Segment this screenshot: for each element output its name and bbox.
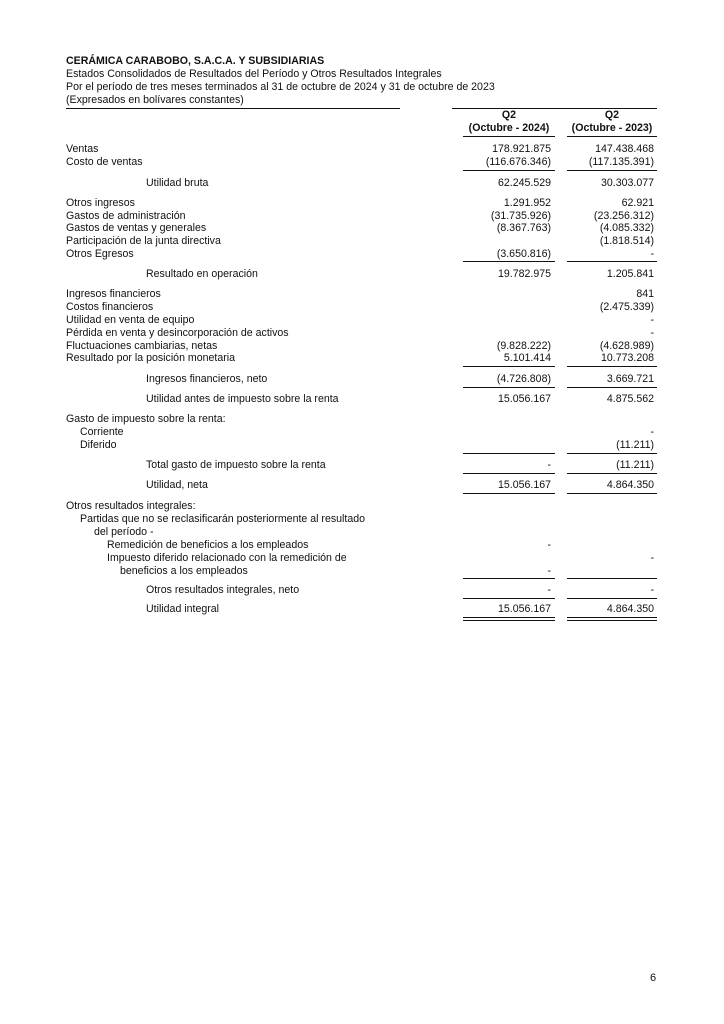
subtotal-underline (567, 578, 657, 579)
row-value-2023: (117.135.391) (588, 156, 654, 168)
table-row-utilidad-antes-impuesto (0, 393, 724, 406)
subtotal-underline (567, 453, 657, 454)
table-row-gastos-ventas (0, 222, 724, 235)
table-row-diferido (0, 439, 724, 452)
row-value-2024: 178.921.875 (492, 143, 551, 155)
header-underline-left (66, 108, 400, 109)
row-label: Utilidad en venta de equipo (66, 314, 195, 326)
row-value-2024: - (547, 584, 551, 596)
company-name: CERÁMICA CARABOBO, S.A.C.A. Y SUBSIDIARIAS (66, 55, 325, 67)
table-row-perdida-venta-activos (0, 327, 724, 340)
row-label: Ingresos financieros (66, 288, 161, 300)
row-value-2024: (31.735.926) (490, 210, 551, 222)
table-row-ingresos-financieros-neto (0, 373, 724, 386)
row-label: del período - (94, 526, 154, 538)
row-value-2023: (4.628.989) (599, 340, 654, 352)
table-row-otros-resultados-heading (0, 500, 724, 513)
subtotal-underline (463, 366, 555, 367)
row-label: Impuesto diferido relacionado con la remedición de (107, 552, 347, 564)
row-value-2023: 1.205.841 (606, 268, 654, 280)
row-value-2023: 62.921 (621, 197, 654, 209)
subtotal-underline (463, 473, 555, 474)
row-value-2023: 4.875.562 (606, 393, 654, 405)
row-value-2023: 4.864.350 (606, 479, 654, 491)
row-value-2023: (1.818.514) (599, 235, 654, 247)
row-label: Otros resultados integrales, neto (146, 584, 300, 596)
row-value-2023: - (650, 314, 654, 326)
row-value-2024: 15.056.167 (497, 393, 551, 405)
table-row-del-periodo (0, 526, 724, 539)
table-row-utilidad-venta-equipo (0, 314, 724, 327)
row-label: Corriente (80, 426, 124, 438)
row-label: Utilidad bruta (146, 177, 209, 189)
row-value-2024: 15.056.167 (497, 479, 551, 491)
row-value-2023: (4.085.332) (599, 222, 654, 234)
row-value-2024: - (547, 565, 551, 577)
row-label: Otros ingresos (66, 197, 135, 209)
total-double-underline (463, 620, 555, 621)
row-value-2024: - (547, 539, 551, 551)
page-number: 6 (650, 972, 657, 984)
row-value-2023: 4.864.350 (606, 603, 654, 615)
subtotal-underline (463, 453, 555, 454)
table-row-costos-financieros (0, 301, 724, 314)
total-double-underline (567, 617, 657, 618)
row-value-2024: 1.291.952 (503, 197, 551, 209)
row-value-2024: (3.650.816) (496, 248, 551, 260)
subtotal-underline (567, 261, 657, 262)
subtotal-underline (567, 493, 657, 494)
row-value-2023: (11.211) (616, 459, 654, 471)
row-value-2024: (8.367.763) (496, 222, 551, 234)
row-label: Utilidad, neta (146, 479, 208, 491)
row-label: Ingresos financieros, neto (146, 373, 268, 385)
row-label: beneficios a los empleados (120, 565, 248, 577)
row-value-2023: 841 (636, 288, 654, 300)
table-row-otros-resultados-neto (0, 584, 724, 597)
row-value-2023: - (650, 552, 654, 564)
row-value-2023: - (650, 584, 654, 596)
row-value-2024: (116.676.346) (485, 156, 551, 168)
row-label: Gastos de ventas y generales (66, 222, 207, 234)
table-row-total-gasto-impuesto (0, 459, 724, 472)
column-header-underline (567, 136, 657, 137)
row-label: Otros Egresos (66, 248, 134, 260)
column-period: (Octubre - 2024) (468, 121, 550, 134)
row-value-2024: (4.726.808) (496, 373, 551, 385)
row-label: Costo de ventas (66, 156, 143, 168)
row-value-2023: (23.256.312) (593, 210, 654, 222)
subtotal-underline (463, 493, 555, 494)
table-row-ingresos-financieros (0, 288, 724, 301)
total-double-underline (567, 620, 657, 621)
row-label: Resultado por la posición monetaria (66, 352, 236, 364)
table-row-partidas-no-reclasificar (0, 513, 724, 526)
subtotal-underline (463, 598, 555, 599)
row-label: Utilidad integral (146, 603, 220, 615)
total-double-underline (463, 617, 555, 618)
row-value-2023: - (650, 327, 654, 339)
section-heading: Gasto de impuesto sobre la renta: (66, 413, 226, 425)
table-row-remedicion-beneficios (0, 539, 724, 552)
subtotal-underline (567, 387, 657, 388)
row-label: Fluctuaciones cambiarias, netas (66, 340, 218, 352)
row-label: Pérdida en venta y desincorporación de activos (66, 327, 289, 339)
subtotal-underline (463, 261, 555, 262)
statement-period: Por el período de tres meses terminados al 31 de octubre de 2024 y 31 de octubre de 2023 (66, 81, 495, 93)
table-row-resultado-operacion (0, 268, 724, 281)
table-row-participacion-junta (0, 235, 724, 248)
row-label: Resultado en operación (146, 268, 258, 280)
table-row-otros-egresos (0, 248, 724, 261)
subtotal-underline (463, 578, 555, 579)
subtotal-underline (567, 598, 657, 599)
row-label: Diferido (80, 439, 117, 451)
subtotal-underline (463, 170, 555, 171)
table-row-gasto-impuesto-heading (0, 413, 724, 426)
row-value-2023: (2.475.339) (599, 301, 654, 313)
table-row-utilidad-neta (0, 479, 724, 492)
row-label: Costos financieros (66, 301, 154, 313)
row-value-2023: (11.211) (616, 439, 654, 451)
column-period: (Octubre - 2023) (571, 121, 653, 134)
subtotal-underline (567, 473, 657, 474)
column-header-underline (463, 136, 555, 137)
row-value-2023: - (650, 426, 654, 438)
row-value-2024: 5.101.414 (503, 352, 551, 364)
column-header-2023 (567, 109, 657, 134)
row-label: Partidas que no se reclasificarán posteriormente al resultado (80, 513, 366, 525)
row-label: Gastos de administración (66, 210, 186, 222)
row-label: Ventas (66, 143, 99, 155)
row-value-2023: - (650, 248, 654, 260)
column-quarter: Q2 (501, 109, 517, 121)
row-value-2024: 62.245.529 (497, 177, 551, 189)
subtotal-underline (463, 387, 555, 388)
row-label: Utilidad antes de impuesto sobre la renta (146, 393, 339, 405)
section-heading: Otros resultados integrales: (66, 500, 196, 512)
table-row-otros-ingresos (0, 197, 724, 210)
row-label: Participación de la junta directiva (66, 235, 221, 247)
table-row-beneficios-empleados (0, 565, 724, 578)
row-value-2024: - (547, 459, 551, 471)
row-label: Total gasto de impuesto sobre la renta (146, 459, 326, 471)
table-row-utilidad-integral (0, 603, 724, 616)
table-row-ventas (0, 143, 724, 156)
row-value-2024: 19.782.975 (497, 268, 551, 280)
row-value-2023: 3.669.721 (606, 373, 654, 385)
column-quarter: Q2 (604, 109, 620, 121)
row-value-2023: 147.438.468 (595, 143, 654, 155)
table-row-corriente (0, 426, 724, 439)
table-row-posicion-monetaria (0, 352, 724, 365)
row-value-2023: 30.303.077 (600, 177, 654, 189)
subtotal-underline (567, 366, 657, 367)
table-row-costo-ventas (0, 156, 724, 169)
row-label: Remedición de beneficios a los empleados (107, 539, 309, 551)
column-header-2024 (463, 109, 555, 134)
table-row-impuesto-diferido-remedicion (0, 552, 724, 565)
row-value-2024: (9.828.222) (496, 340, 551, 352)
subtotal-underline (567, 170, 657, 171)
table-row-utilidad-bruta (0, 177, 724, 190)
row-value-2023: 10.773.208 (600, 352, 654, 364)
currency-note: (Expresados en bolívares constantes) (66, 94, 244, 106)
statement-title: Estados Consolidados de Resultados del Período y Otros Resultados Integrales (66, 68, 442, 80)
row-value-2024: 15.056.167 (497, 603, 551, 615)
